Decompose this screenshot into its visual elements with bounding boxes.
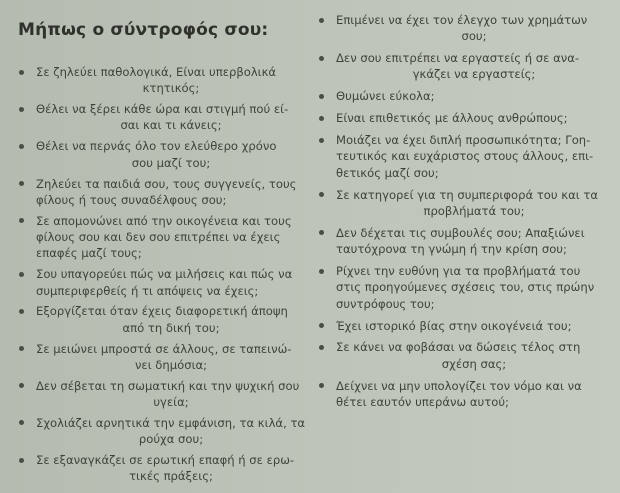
list-item-line: φίλους ή τους συναδέλφους σου; bbox=[36, 192, 227, 207]
list-item-line: Σε κατηγορεί για τη συμπεριφορά του και τα bbox=[336, 187, 598, 202]
bullet-icon bbox=[319, 323, 324, 328]
bullet-icon bbox=[319, 269, 324, 274]
list-item-line: σου μαζί του; bbox=[131, 155, 211, 170]
list-item-line: νει δημόσια; bbox=[134, 357, 208, 372]
list-item bbox=[316, 132, 612, 181]
list-item-line: προβλήματά του; bbox=[423, 203, 525, 218]
list-item bbox=[16, 452, 306, 485]
list-item bbox=[16, 64, 306, 97]
bullet-icon bbox=[319, 383, 324, 388]
list-item-line: σου; bbox=[461, 29, 487, 44]
list-item-line: Έχει ιστορικό βίας στην οικογένειά του; bbox=[336, 318, 572, 333]
list-item-line: θετικός μαζί σου; bbox=[336, 165, 439, 180]
bullet-icon bbox=[319, 230, 324, 235]
list-item-line: ταυτόχρονα τη γνώμη ή την κρίση σου; bbox=[336, 242, 567, 257]
list-item-line: Δείχνει να μην υπολογίζει τον νόμο και να bbox=[336, 378, 582, 393]
list-item-line: επαφές μαζί τους; bbox=[36, 246, 142, 261]
list-item-line: από τη δική του; bbox=[122, 320, 220, 335]
list-item-line: σαι και τι κάνεις; bbox=[120, 118, 222, 133]
list-item-line: Ρίχνει την ευθύνη για τα προβλήματά του bbox=[336, 264, 581, 279]
list-item-line: Σε ζηλεύει παθολογικά, Είναι υπερβολικά bbox=[36, 65, 277, 79]
bullet-icon bbox=[19, 70, 24, 75]
list-item-line: Είναι επιθετικός με άλλους ανθρώπους; bbox=[336, 111, 568, 126]
list-item bbox=[16, 341, 306, 374]
list-item-line: Θυμώνει εύκολα; bbox=[336, 89, 435, 104]
list-item-line: γκάζει να εργαστείς; bbox=[412, 67, 536, 82]
right-column-list bbox=[316, 12, 612, 416]
bullet-icon bbox=[19, 107, 24, 112]
list-item bbox=[16, 176, 306, 209]
list-item-line: Θέλει να ξέρει κάθε ώρα και στιγμή πού εί- bbox=[36, 102, 289, 117]
list-item-line: Δεν δέχεται τις συμβουλές σου; Απαξιώνει bbox=[336, 225, 585, 240]
list-item bbox=[16, 303, 306, 336]
list-item bbox=[316, 12, 612, 45]
list-item-line: Ζηλεύει τα παιδιά σου, τους συγγενείς, τους bbox=[36, 176, 297, 191]
list-item bbox=[316, 187, 612, 220]
bullet-icon bbox=[319, 138, 324, 143]
bullet-icon bbox=[19, 346, 24, 351]
bullet-icon bbox=[319, 94, 324, 99]
list-item bbox=[16, 415, 306, 448]
list-item-line: σχέση σας; bbox=[441, 356, 507, 371]
left-column-list bbox=[16, 64, 306, 489]
list-item-line: τευτικός και ευχάριστος στους άλλους, επι- bbox=[336, 149, 594, 164]
bullet-icon bbox=[319, 116, 324, 121]
list-item bbox=[16, 213, 306, 262]
list-item-line: Σε μειώνει μπροστά σε άλλους, σε ταπεινώ- bbox=[36, 341, 292, 356]
bullet-icon bbox=[319, 56, 324, 61]
list-item-line: Επιμένει να έχει τον έλεγχο των χρημάτων bbox=[336, 13, 588, 27]
list-item bbox=[316, 263, 612, 312]
list-item-line: συντρόφους του; bbox=[336, 296, 435, 311]
list-item-line: Σε απομονώνει από την οικογένεια και τους bbox=[36, 213, 292, 228]
list-item bbox=[316, 88, 612, 104]
list-item-line: Σε κάνει να φοβάσαι να δώσεις τέλος στη bbox=[336, 340, 581, 355]
list-item bbox=[316, 378, 612, 411]
list-item-line: ρούχα σου; bbox=[138, 432, 204, 447]
bullet-icon bbox=[19, 272, 24, 277]
list-item-line: Εξοργίζεται όταν έχεις διαφορετική άποψη bbox=[36, 304, 288, 319]
list-item-line: Δεν σου επιτρέπει να εργαστείς ή σε ανα- bbox=[336, 51, 580, 66]
list-item-line: Θέλει να περνάς όλο τον ελεύθερο χρόνο bbox=[36, 139, 277, 154]
list-item bbox=[16, 378, 306, 411]
list-item-line: τικές πράξεις; bbox=[129, 469, 213, 484]
list-item-line: συμπεριφερθείς ή τι απόψεις να έχεις; bbox=[36, 283, 259, 298]
list-item-line: Σε εξαναγκάζει σε ερωτική επαφή ή σε ερω- bbox=[36, 453, 295, 468]
list-item bbox=[316, 110, 612, 126]
bullet-icon bbox=[19, 420, 24, 425]
list-item-line: κτητικός; bbox=[142, 81, 200, 96]
bullet-icon bbox=[19, 309, 24, 314]
bullet-icon bbox=[19, 383, 24, 388]
list-item-line: φίλους σου και δεν σου επιτρέπει να έχεις bbox=[36, 230, 281, 245]
list-item bbox=[316, 225, 612, 258]
list-item bbox=[316, 50, 612, 83]
list-item-line: θέτει εαυτόν υπεράνω αυτού; bbox=[336, 394, 509, 409]
list-item bbox=[16, 266, 306, 299]
list-item-line: Δεν σέβεται τη σωματική και την ψυχική σου bbox=[36, 378, 300, 393]
bullet-icon bbox=[19, 181, 24, 186]
bullet-icon bbox=[19, 458, 24, 463]
bullet-icon bbox=[319, 18, 324, 23]
list-item bbox=[316, 318, 612, 334]
bullet-icon bbox=[19, 218, 24, 223]
bullet-icon bbox=[319, 345, 324, 350]
bullet-icon bbox=[319, 192, 324, 197]
list-item-line: Μοιάζει να έχει διπλή προσωπικότητα; Γοη- bbox=[336, 133, 591, 148]
list-item bbox=[16, 138, 306, 171]
list-item-line: στις προηγούμενες σχέσεις του, στις πρώην bbox=[336, 280, 595, 295]
page-title: Μήπως ο σύντροφός σου: bbox=[18, 20, 269, 40]
list-item-line: Σου υπαγορεύει πώς να μιλήσεις και πώς να bbox=[36, 267, 293, 282]
list-item bbox=[16, 101, 306, 134]
bullet-icon bbox=[19, 144, 24, 149]
list-item-line: υγεία; bbox=[153, 395, 189, 410]
list-item bbox=[316, 339, 612, 372]
list-item-line: Σχολιάζει αρνητικά την εμφάνιση, τα κιλά, τα bbox=[36, 415, 306, 430]
